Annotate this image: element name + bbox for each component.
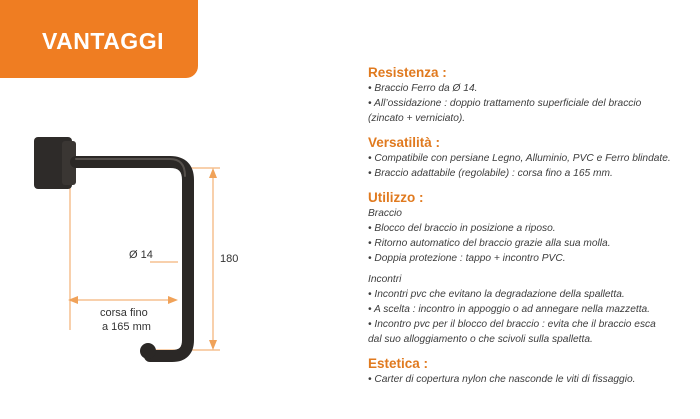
stroke-label-line1: corsa fino <box>100 307 148 319</box>
arm-tip <box>140 343 156 359</box>
bullet-line: • Carter di copertura nylon che nasconde le viti di fissaggio. <box>368 374 636 385</box>
bullet-line: • Blocco del braccio in posizione a riposo. <box>368 223 556 234</box>
subsection-label: Braccio <box>368 208 402 219</box>
bullet-line: • Ritorno automatico del braccio grazie alla sua molla. <box>368 238 611 249</box>
bullet-line: • Compatibile con persiane Legno, Alluminio, PVC e Ferro blindate. <box>368 153 671 164</box>
section-title: Estetica : <box>368 356 429 371</box>
subsection-label: Incontri <box>368 274 402 285</box>
section-title: Resistenza : <box>368 65 447 80</box>
section-title: Versatilità : <box>368 135 441 150</box>
bullet-line: • A scelta : incontro in appoggio o ad annegare nella mazzetta. <box>368 304 651 315</box>
arrow-right <box>168 296 178 304</box>
advantages-list <box>368 64 694 387</box>
section-resistenza <box>368 64 694 126</box>
section-versatilita <box>368 134 694 181</box>
bullet-line: • Braccio Ferro da Ø 14. <box>368 83 478 94</box>
arrow-top <box>209 168 217 178</box>
bullet-line: • Doppia protezione : tappo + incontro PVC. <box>368 253 566 264</box>
diameter-label: Ø 14 <box>129 249 153 261</box>
stroke-label-line2: a 165 mm <box>102 321 151 333</box>
arrow-bottom <box>209 340 217 350</box>
bullet-line: • All’ossidazione : doppio trattamento superficiale del braccio <box>368 98 642 109</box>
bullet-line: (zincato + verniciato). <box>368 113 466 124</box>
bullet-line: • Incontro pvc per il blocco del braccio : evita che il braccio esca <box>368 319 656 330</box>
banner-title: VANTAGGI <box>42 28 164 54</box>
section-utilizzo <box>368 189 694 347</box>
bullet-line: • Braccio adattabile (regolabile) : corsa fino a 165 mm. <box>368 168 613 179</box>
section-title: Utilizzo : <box>368 190 424 205</box>
section-estetica <box>368 355 694 387</box>
bullet-line: • Incontri pvc che evitano la degradazione della spalletta. <box>368 289 625 300</box>
height-label: 180 <box>220 253 239 265</box>
bullet-line: dal suo alloggiamento o che scivoli sulla spalletta. <box>368 334 593 345</box>
